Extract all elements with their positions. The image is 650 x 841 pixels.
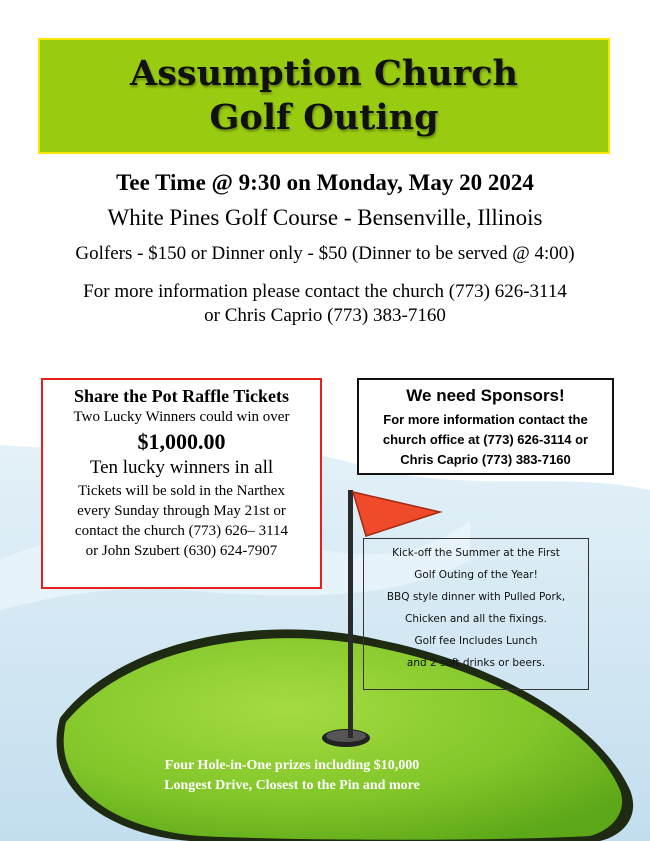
raffle-line: every Sunday through May 21st or	[77, 503, 286, 519]
sponsor-box	[357, 378, 614, 475]
title-line-1: Assumption Church	[130, 53, 518, 94]
pricing: Golfers - $150 or Dinner only - $50 (Dinner to be served @ 4:00)	[75, 243, 575, 264]
raffle-subheading: Two Lucky Winners could win over	[73, 409, 290, 425]
contact-info	[0, 280, 650, 328]
sponsor-heading: We need Sponsors!	[406, 386, 565, 405]
kickoff-line: and 2 soft drinks or beers.	[406, 657, 546, 669]
raffle-line: Tickets will be sold in the Narthex	[78, 483, 285, 499]
kickoff-box	[363, 538, 589, 690]
sponsor-line: church office at (773) 626-3114 or	[382, 432, 589, 447]
course-name: White Pines Golf Course - Bensenville, Illinois	[107, 205, 543, 230]
raffle-amount: $1,000.00	[137, 429, 226, 454]
kickoff-line: BBQ style dinner with Pulled Pork,	[386, 591, 566, 603]
tee-time: Tee Time @ 9:30 on Monday, May 20 2024	[116, 170, 534, 195]
raffle-heading: Share the Pot Raffle Tickets	[74, 386, 289, 406]
hole-cup-rim	[326, 730, 366, 742]
sponsor-line: Chris Caprio (773) 383-7160	[400, 452, 571, 467]
prizes	[0, 756, 584, 796]
title-banner	[38, 38, 610, 154]
raffle-box	[41, 378, 322, 589]
raffle-line: or John Szubert (630) 624-7907	[85, 543, 278, 559]
sponsor-details	[359, 410, 612, 470]
kickoff-line: Chicken and all the fixings.	[405, 613, 547, 625]
kickoff-line: Kick-off the Summer at the First	[392, 547, 560, 559]
prizes-line-2: Longest Drive, Closest to the Pin and more	[164, 778, 420, 793]
raffle-details	[43, 481, 320, 561]
contact-line-1: For more information please contact the church (773) 626-3114	[83, 281, 567, 302]
raffle-line: contact the church (773) 626– 3114	[74, 523, 289, 539]
kickoff-line: Golf Outing of the Year!	[414, 569, 538, 581]
kickoff-line: Golf fee Includes Lunch	[414, 635, 538, 647]
sponsor-line: For more information contact the	[383, 412, 588, 427]
contact-line-2: or Chris Caprio (773) 383-7160	[204, 305, 446, 326]
raffle-winners: Ten lucky winners in all	[89, 457, 274, 478]
prizes-line-1: Four Hole-in-One prizes including $10,000	[164, 758, 420, 773]
title-line-2: Golf Outing	[209, 97, 439, 138]
flag-pole	[348, 490, 353, 738]
